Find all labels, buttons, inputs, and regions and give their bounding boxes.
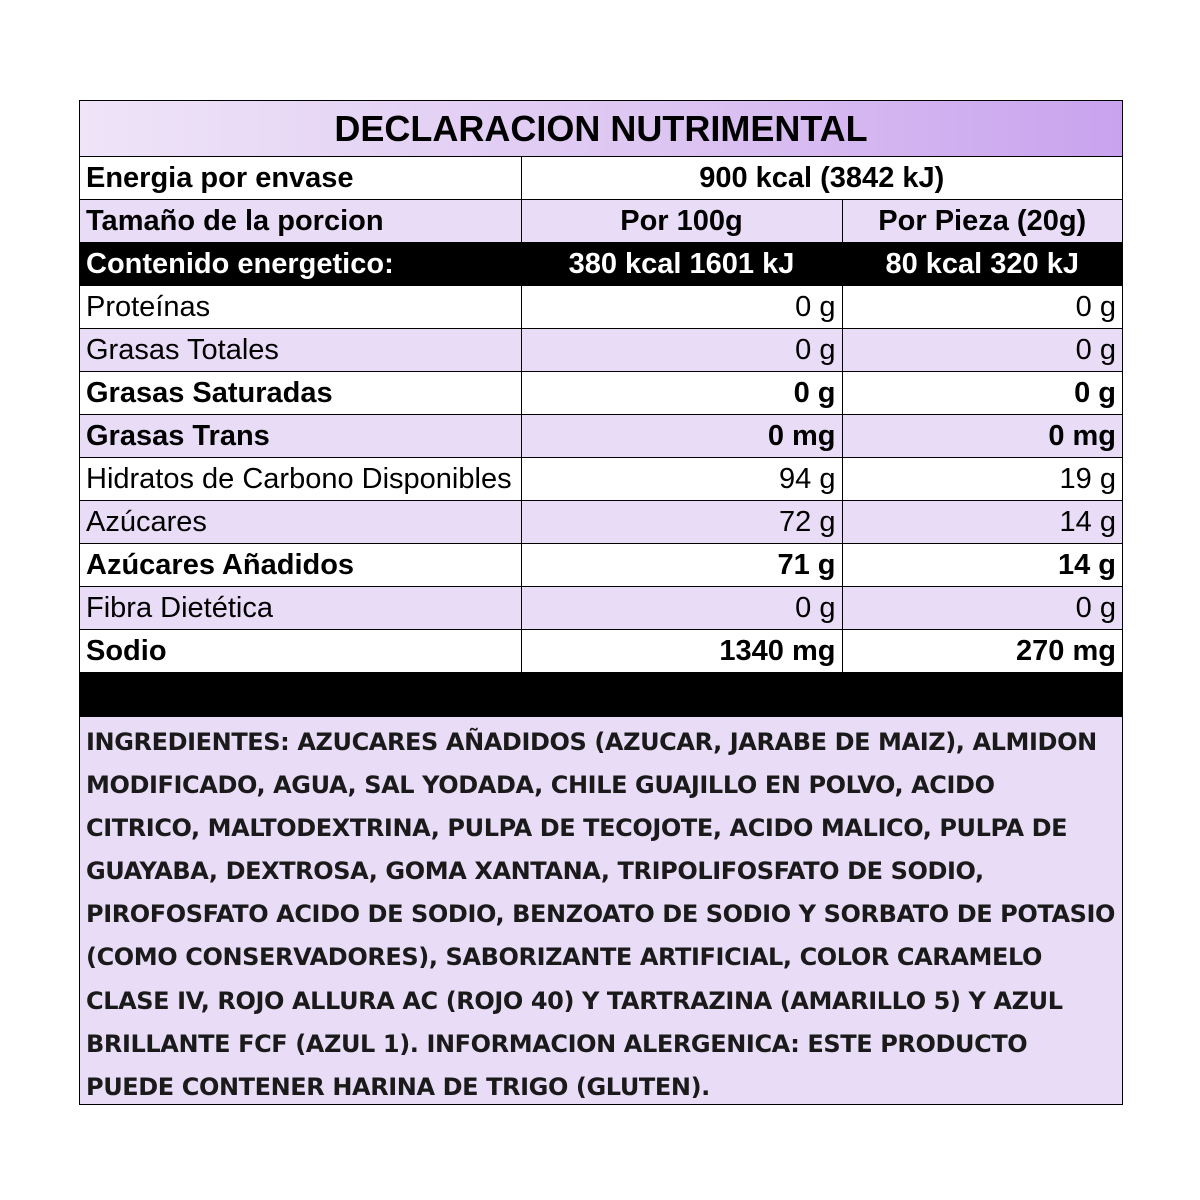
nutrient-row-total-fat — [80, 329, 1122, 372]
energy-content-row — [80, 243, 1122, 286]
energy-per-100g: 380 kcal 1601 kJ — [521, 243, 842, 286]
nutrient-per-piece: 270 mg — [842, 630, 1122, 673]
per-100g-header: Por 100g — [521, 200, 842, 243]
nutrient-per-piece: 0 g — [842, 329, 1122, 372]
nutrient-label: Proteínas — [80, 286, 521, 329]
portion-label: Tamaño de la porcion — [80, 200, 521, 243]
nutrient-per-100g: 1340 mg — [521, 630, 842, 673]
energy-per-piece: 80 kcal 320 kJ — [842, 243, 1122, 286]
energy-per-package-row — [80, 157, 1122, 200]
nutrient-label: Grasas Trans — [80, 415, 521, 458]
per-piece-header: Por Pieza (20g) — [842, 200, 1122, 243]
nutrient-label: Fibra Dietética — [80, 587, 521, 630]
nutrient-row-trans-fat — [80, 415, 1122, 458]
nutrient-per-100g: 0 g — [521, 372, 842, 415]
nutrient-per-piece: 14 g — [842, 501, 1122, 544]
nutrient-per-piece: 14 g — [842, 544, 1122, 587]
nutrient-per-100g: 72 g — [521, 501, 842, 544]
nutrient-label: Azúcares Añadidos — [80, 544, 521, 587]
nutrient-label: Grasas Totales — [80, 329, 521, 372]
nutrient-per-100g: 0 g — [521, 587, 842, 630]
energy-per-package-label: Energia por envase — [80, 157, 521, 200]
nutrient-per-100g: 0 g — [521, 286, 842, 329]
nutrition-label — [79, 100, 1123, 1105]
nutrient-label: Hidratos de Carbono Disponibles — [80, 458, 521, 501]
nutrition-table — [80, 101, 1122, 673]
nutrient-per-100g: 0 mg — [521, 415, 842, 458]
nutrient-row-sugars — [80, 501, 1122, 544]
nutrient-label: Azúcares — [80, 501, 521, 544]
ingredients-text: INGREDIENTES: AZUCARES AÑADIDOS (AZUCAR, JARABE DE MAIZ), ALMIDON MODIFICADO, AGUA, SAL YODADA, CHILE GUAJILLO EN POLVO, ACIDO CITRICO, MALTODEXTRINA, PULPA DE TECOJOTE, ACIDO MALICO, PULPA DE GUAYABA, DEXTROSA, GOMA XANTANA, TRIPOLIFOSFATO DE SODIO, PIROFOSFATO ACIDO DE SODIO, BENZOATO DE SODIO Y SORBATO DE POTASIO (COMO CONSERVADORES), SABORIZANTE ARTIFICIAL, COLOR CARAMELO CLASE IV, ROJO ALLURA AC (ROJO 40) Y TARTRAZINA (AMARILLO 5) Y AZUL BRILLANTE FCF (AZUL 1). INFORMACION ALERGENICA: ESTE PRODUCTO PUEDE CONTENER HARINA DE TRIGO (GLUTEN). — [80, 717, 1122, 1104]
energy-content-label: Contenido energetico: — [80, 243, 521, 286]
nutrient-row-saturated-fat — [80, 372, 1122, 415]
nutrient-per-piece: 19 g — [842, 458, 1122, 501]
nutrient-per-piece: 0 g — [842, 587, 1122, 630]
nutrient-per-100g: 94 g — [521, 458, 842, 501]
title-row — [80, 101, 1122, 157]
nutrient-label: Sodio — [80, 630, 521, 673]
nutrient-per-piece: 0 mg — [842, 415, 1122, 458]
nutrient-per-piece: 0 g — [842, 372, 1122, 415]
nutrient-row-proteins — [80, 286, 1122, 329]
table-title: DECLARACION NUTRIMENTAL — [80, 101, 1122, 157]
nutrient-label: Grasas Saturadas — [80, 372, 521, 415]
nutrient-per-100g: 0 g — [521, 329, 842, 372]
black-divider-band — [80, 673, 1122, 717]
portion-header-row — [80, 200, 1122, 243]
nutrient-row-carbohydrates — [80, 458, 1122, 501]
nutrient-per-piece: 0 g — [842, 286, 1122, 329]
energy-per-package-value: 900 kcal (3842 kJ) — [521, 157, 1122, 200]
nutrient-row-added-sugars — [80, 544, 1122, 587]
nutrient-row-sodium — [80, 630, 1122, 673]
nutrient-row-fiber — [80, 587, 1122, 630]
nutrient-per-100g: 71 g — [521, 544, 842, 587]
